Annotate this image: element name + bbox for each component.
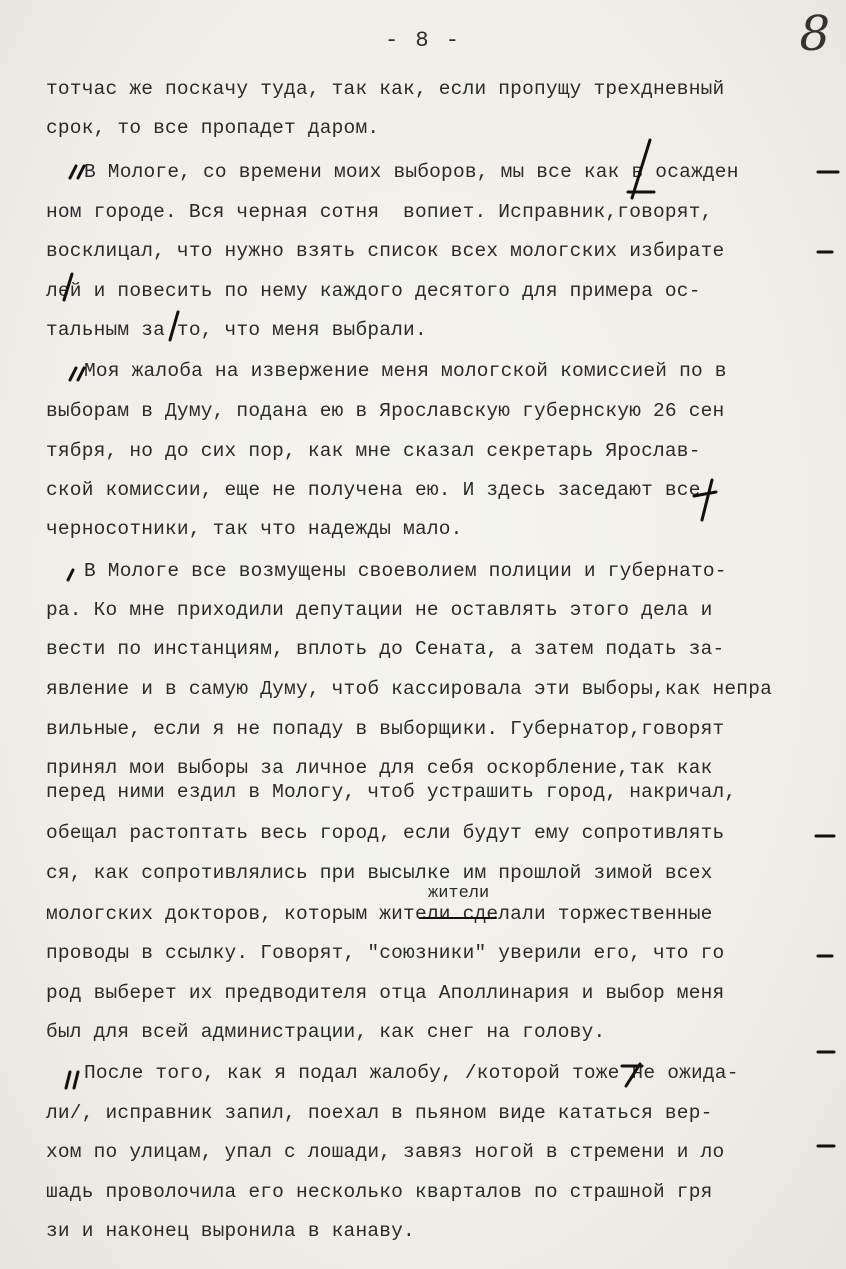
text-line: хом по улицам, упал с лошади, завяз ногой в стремени и ло — [46, 1141, 725, 1163]
paragraph-mark — [70, 166, 84, 178]
text-line: ской комиссии, еще не получена ею. И здесь заседают все — [46, 479, 701, 501]
text-line: срок, то все пропадет даром. — [46, 117, 380, 139]
text-line: явление и в самую Думу, чтоб кассировала эти выборы,как непра — [46, 678, 773, 700]
text-line: принял мои выборы за личное для себя оскорбление,так как — [46, 757, 713, 779]
text-line: В Мологе все возмущены своеволием полиции и губернато- — [84, 560, 727, 582]
text-line: Моя жалоба на извержение меня мологской комиссией по в — [84, 360, 727, 382]
text-line: мологских докторов, которым жители сделали торжественные — [46, 903, 713, 925]
text-line: шадь проволочила его несколько кварталов по страшной гря — [46, 1181, 713, 1203]
text-line: ра. Ко мне приходили депутации не оставлять этого дела и — [46, 599, 713, 621]
text-line: перед ними ездил в Мологу, чтоб устрашить город, накричал, — [46, 781, 737, 803]
text-line: лей и повесить по нему каждого десятого для примера ос- — [46, 280, 701, 302]
text-line: проводы в ссылку. Говорят, "союзники" уверили его, что го — [46, 942, 725, 964]
text-line: зи и наконец выронила в канаву. — [46, 1220, 415, 1242]
text-line: тября, но до сих пор, как мне сказал секретарь Ярослав- — [46, 440, 701, 462]
correction-mark — [622, 1064, 642, 1086]
text-line: ся, как сопротивлялись при высылке им прошлой зимой всех — [46, 862, 713, 884]
correction-mark — [694, 480, 716, 520]
correction-mark — [628, 140, 654, 198]
text-line: был для всей администрации, как снег на голову. — [46, 1021, 606, 1043]
paragraph-mark — [70, 368, 84, 380]
text-line: вести по инстанциям, вплоть до Сената, а затем подать за- — [46, 638, 725, 660]
paragraph-mark — [66, 1072, 78, 1088]
correction-mark — [64, 274, 72, 300]
text-line: род выберет их предводителя отца Аполлинария и выбор меня — [46, 982, 725, 1004]
handwritten-insertion: жители — [428, 884, 490, 903]
paragraph-mark — [68, 570, 73, 580]
text-line: После того, как я подал жалобу, /которой тоже не ожида- — [84, 1062, 739, 1084]
text-line: черносотники, так что надежды мало. — [46, 518, 463, 540]
text-line: В Мологе, со времени моих выборов, мы все как в осажден — [84, 161, 739, 183]
text-line: вильные, если я не попаду в выборщики. Губернатор,говорят — [46, 718, 725, 740]
text-line: ли/, исправник запил, поехал в пьяном виде кататься вер- — [46, 1102, 713, 1124]
page-number: - 8 - — [384, 28, 461, 53]
text-line: ном городе. Вся черная сотня вопиет. Исправник,говорят, — [46, 201, 713, 223]
text-line: выборам в Думу, подана ею в Ярославскую губернскую 26 сен — [46, 400, 725, 422]
text-line: тальным за то, что меня выбрали. — [46, 319, 427, 341]
text-line: обещал растоптать весь город, если будут ему сопротивлять — [46, 822, 725, 844]
text-line: тотчас же поскачу туда, так как, если пропущу трехдневный — [46, 78, 725, 100]
correction-mark — [170, 312, 178, 340]
handwritten-folio-number: 8 — [799, 6, 830, 62]
text-line: восклицал, что нужно взять список всех мологских избирате — [46, 240, 725, 262]
